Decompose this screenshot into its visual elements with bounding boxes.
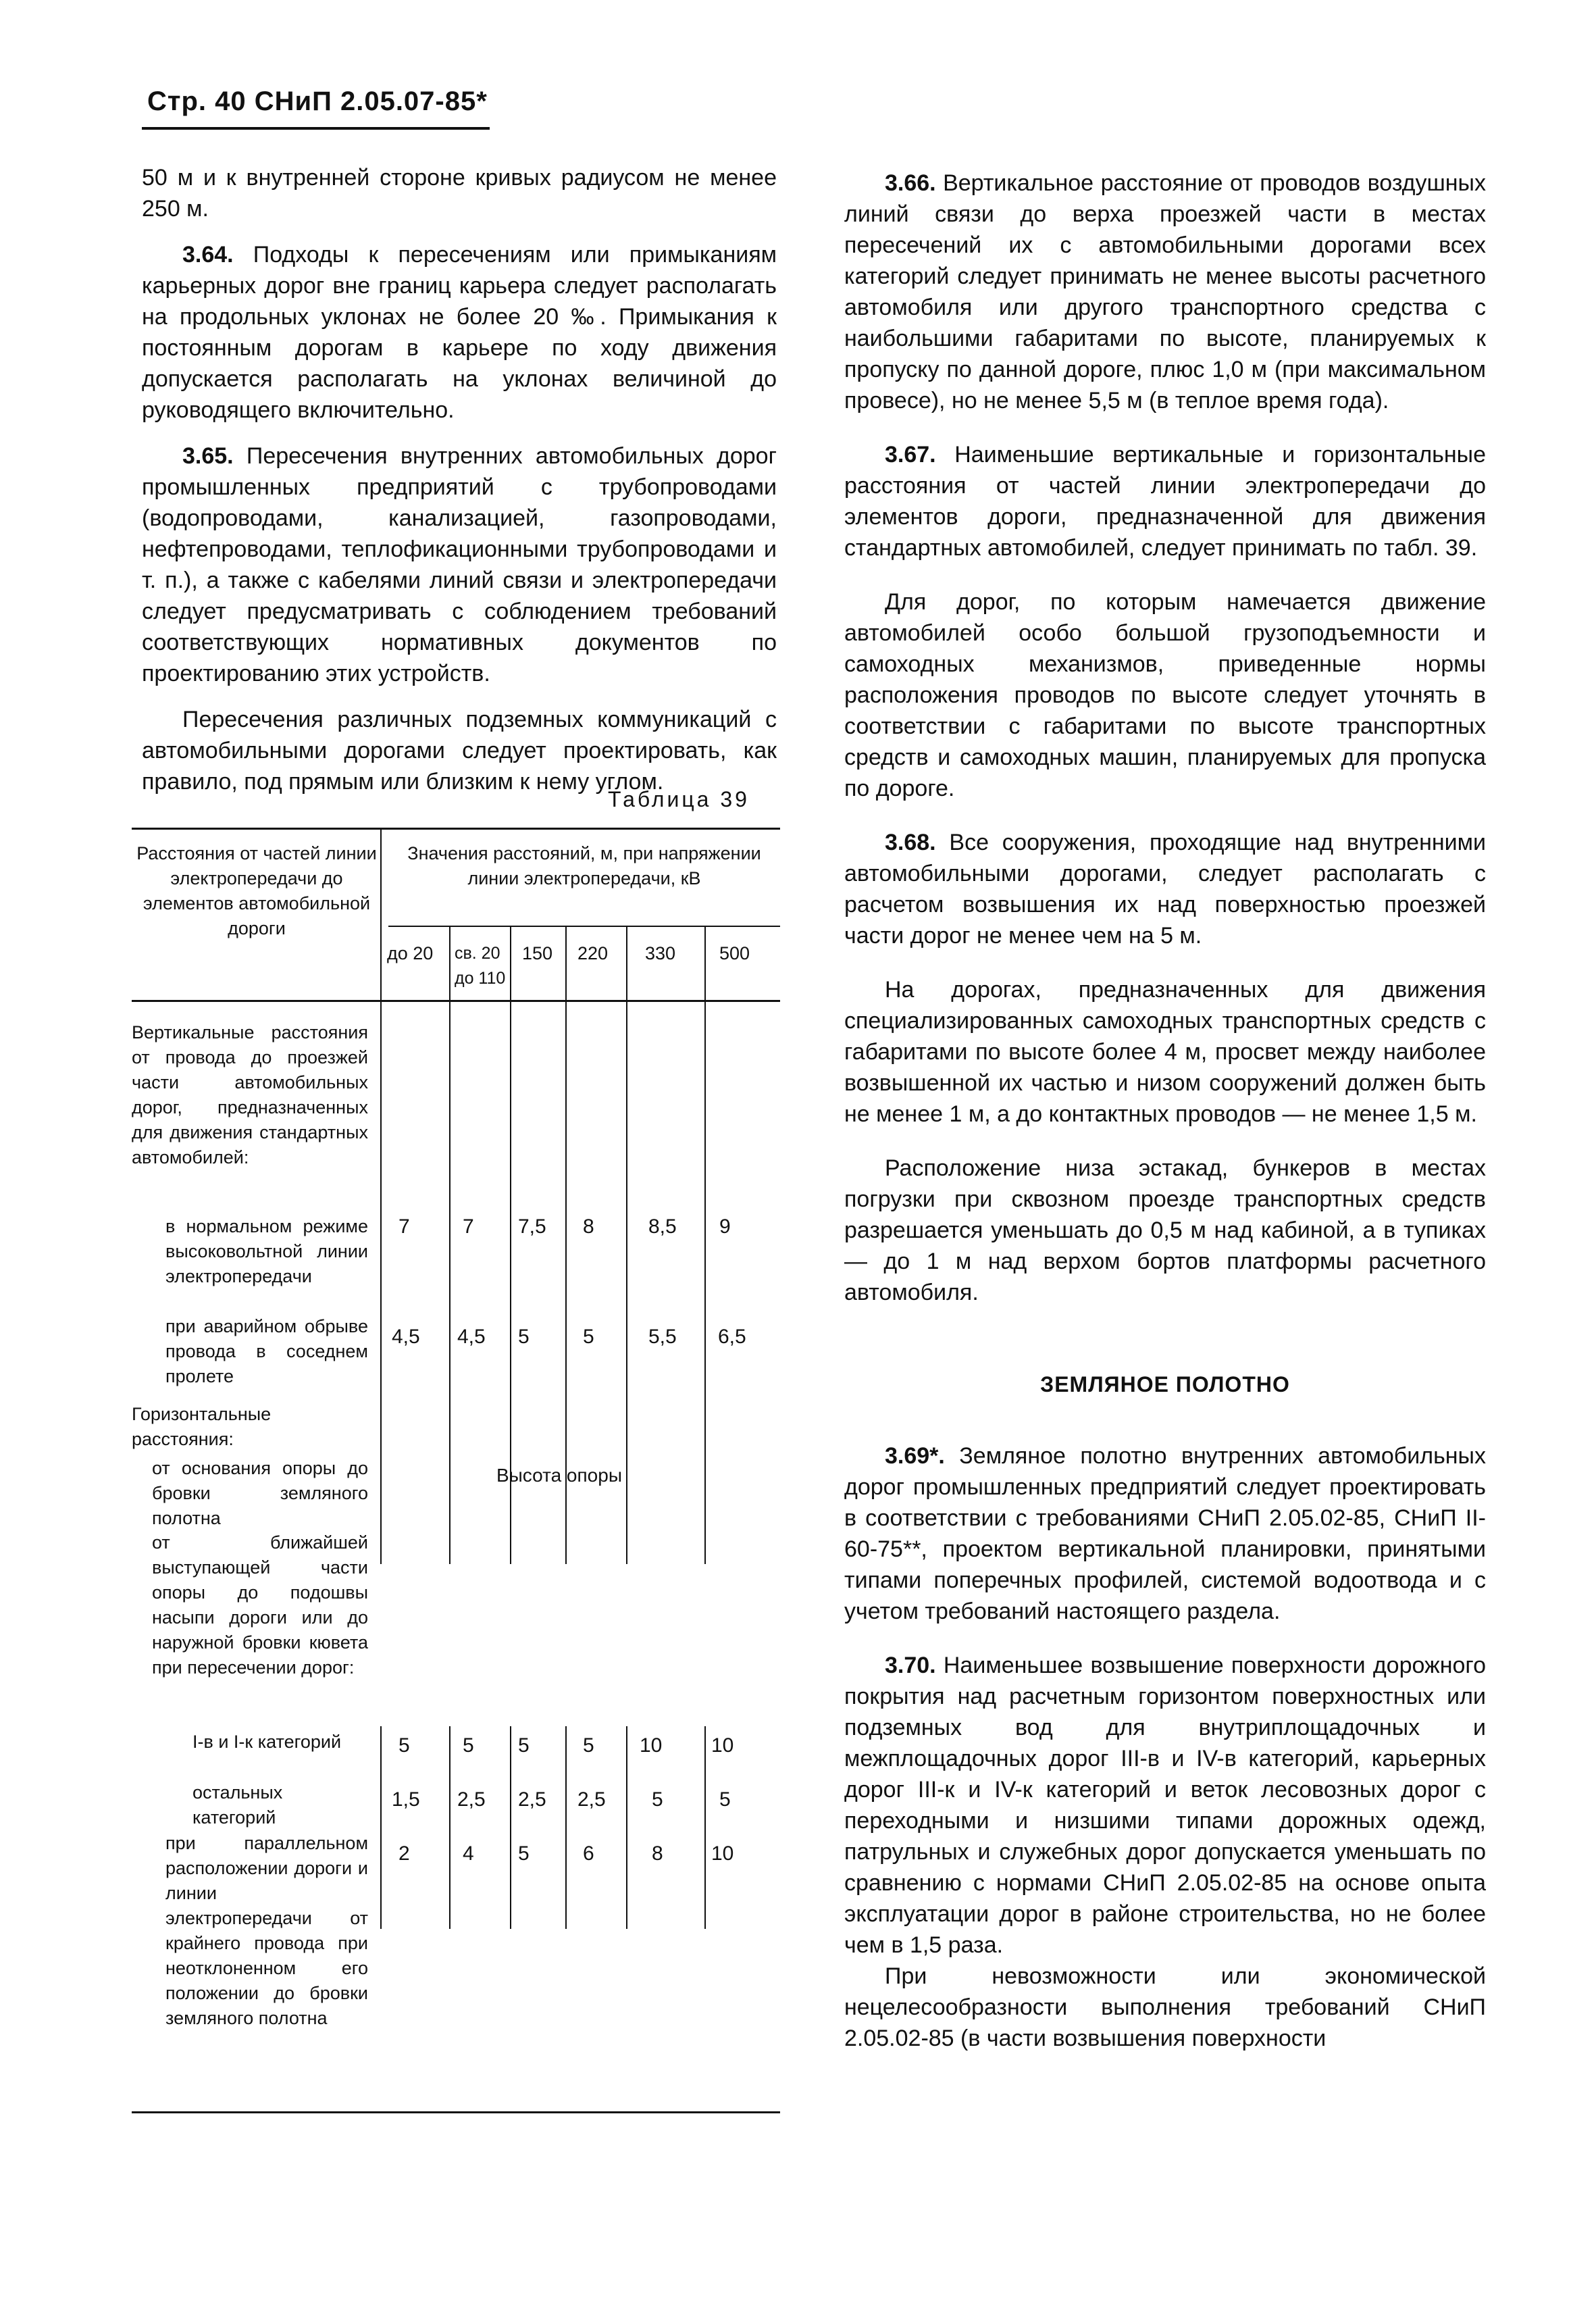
column-header: 220 xyxy=(577,943,609,963)
paragraph: 3.69*. Земляное полотно внутренних автомобильных дорог промышленных предприятий следует проектировать в соответствии с требованиями СНиП 2.05.02-85, СНиП II-60-75**, проектом вертикальной планировки, принятыми типами поперечных профилей, системой водоотвода и с учетом требований настоящего раздела. xyxy=(844,1443,1486,1624)
table-header-distances: Расстояния от частей линии электропередачи до элементов автомобильной дороги xyxy=(136,843,377,938)
table-row-label: Вертикальные расстояния от провода до проезжей части автомобильных дорог, предназначенных для движения стандартных автомобилей: xyxy=(132,1022,368,1167)
paragraph: 3.64. Подходы к пересечениям или примыканиям карьерных дорог вне границ карьера следует располагать на продольных уклонах не более 20 ‰. Примыкания к постоянным дорогам в карьере по ходу движения допускается располагать на уклонах величиной до руководящего включительно. xyxy=(142,242,777,423)
table-cell: 5 xyxy=(518,1734,530,1757)
table-cell: 5,5 xyxy=(648,1326,677,1348)
table-cell: 10 xyxy=(640,1734,663,1757)
table-header-values: Значения расстояний, м, при напряжении линии электропередачи, кВ xyxy=(407,843,761,888)
table-row-label: от ближайшей выступающей части опоры до подошвы насыпи дороги или до наружной бровки кювета при пересечении дорог: xyxy=(152,1532,368,1678)
table-cell: 2,5 xyxy=(457,1788,486,1811)
table-cell: 5 xyxy=(652,1788,663,1811)
paragraph: Для дорог, по которым намечается движение автомобилей особо большой грузоподъемности и самоходных механизмов, приведенные нормы расположения проводов по высоте следует уточнять в соответствии с габаритами по высоте транспортных средств и самоходных машин, планируемых для пропуска по дороге. xyxy=(844,589,1486,801)
table-cell-span: Высота опоры xyxy=(496,1465,622,1486)
left-column xyxy=(142,162,777,797)
table-cell: 4 xyxy=(463,1842,474,1865)
table-cell: 4,5 xyxy=(457,1326,486,1348)
table-cell: 5 xyxy=(583,1326,594,1348)
table-cell: 1,5 xyxy=(392,1788,420,1811)
table-cell: 5 xyxy=(398,1734,410,1757)
table-caption: Таблица 39 xyxy=(608,787,750,811)
table-cell: 4,5 xyxy=(392,1326,420,1348)
paragraph: 3.67. Наименьшие вертикальные и горизонтальные расстояния от частей линии электропередачи до элементов дороги, предназначенной для движения стандартных автомобилей, следует принимать по табл. 39. xyxy=(844,442,1486,561)
paragraph: При невозможности или экономической нецелесообразности выполнения требований СНиП 2.05.02-85 (в части возвышения поверхности xyxy=(844,1963,1486,2051)
table-cell: 2,5 xyxy=(518,1788,546,1811)
paragraph: Пересечения различных подземных коммуникаций с автомобильными дорогами следует проектировать, как правило, под прямым или близким к нему углом. xyxy=(142,707,777,795)
table-cell: 10 xyxy=(711,1734,734,1757)
table-row-label: при аварийном обрыве провода в соседнем пролете xyxy=(165,1316,368,1386)
paragraph: Расположение низа эстакад, бункеров в местах погрузки при сквозном проезде транспортных средств разрешается уменьшать до 0,5 м над кабиной, а в тупиках — до 1 м над верхом бортов платформы расчетного автомобиля. xyxy=(844,1155,1486,1305)
table-cell: 5 xyxy=(583,1734,594,1757)
table-cell: 2 xyxy=(398,1842,410,1865)
table-row-label: от основания опоры до бровки земляного полотна xyxy=(152,1458,368,1528)
column-header: до 20 xyxy=(387,943,434,963)
table-cell: 8 xyxy=(583,1215,594,1238)
table-cell: 7,5 xyxy=(518,1215,546,1238)
table-row-label: при параллельном расположении дороги и линии электропередачи от крайнего провода при неотклоненном его положении до бровки земляного полотна xyxy=(165,1833,368,2028)
table-cell: 5 xyxy=(518,1326,530,1348)
table-row-label: I-в и I-к категорий xyxy=(192,1732,342,1752)
paragraph: На дорогах, предназначенных для движения специализированных самоходных транспортных средств с габаритами по высоте более 4 м, просвет между наиболее возвышенной их частью и низом сооружений должен быть не менее 1 м, а до контактных проводов — не менее 1,5 м. xyxy=(844,977,1486,1127)
table-cell: 6,5 xyxy=(718,1326,746,1348)
table-cell: 2,5 xyxy=(577,1788,606,1811)
table-cell: 5 xyxy=(518,1842,530,1865)
column-header: 150 xyxy=(522,943,553,963)
table-row-label: Горизонтальные расстояния: xyxy=(132,1404,272,1449)
table-cell: 10 xyxy=(711,1842,734,1865)
table-cell: 5 xyxy=(719,1788,731,1811)
paragraph: 3.65. Пересечения внутренних автомобильных дорог промышленных предприятий с трубопроводами (водопроводами, канализацией, газопроводами, нефтепроводами, теплофикационными трубопроводами и т. п.), а также с кабелями линий связи и электропередачи следует предусматривать с соблюдением требований соответствующих нормативных документов по проектированию этих устройств. xyxy=(142,443,777,686)
table-cell: 9 xyxy=(719,1215,731,1238)
section-title: ЗЕМЛЯНОЕ ПОЛОТНО xyxy=(1040,1372,1290,1397)
right-column xyxy=(844,168,1486,2054)
paragraph: 3.66. Вертикальное расстояние от проводов воздушных линий связи до верха проезжей части в местах пересечений их с автомобильными дорогами всех категорий следует принимать не менее высоты расчетного автомобиля или другого транспортного средства с наибольшими габаритами по высоте, планируемых к пропуску по данной дороге, плюс 1,0 м (при максимальном провесе), но не менее 5,5 м (в теплое время года). xyxy=(844,170,1486,413)
page-header: Стр. 40 СНиП 2.05.07-85* xyxy=(147,86,488,116)
table-cell: 8,5 xyxy=(648,1215,677,1238)
table-39 xyxy=(132,828,780,2132)
column-header: св. 20 до 110 xyxy=(455,944,506,988)
table-cell: 8 xyxy=(652,1842,663,1865)
column-header: 500 xyxy=(719,943,750,963)
paragraph: 50 м и к внутренней стороне кривых радиусом не менее 250 м. xyxy=(142,165,777,222)
table-cell: 7 xyxy=(398,1215,410,1238)
table-row-label: остальных категорий xyxy=(192,1782,283,1828)
table-row-label: в нормальном режиме высоковольтной линии электропередачи xyxy=(165,1216,368,1286)
table-cell: 6 xyxy=(583,1842,594,1865)
table-cell: 5 xyxy=(463,1734,474,1757)
header-rule xyxy=(142,127,490,130)
paragraph: 3.70. Наименьшее возвышение поверхности дорожного покрытия над расчетным горизонтом поверхностных или подземных вод для внутриплощадочных и межплощадочных дорог III-в и IV-в категорий, карьерных дорог III-к и IV-к категорий и веток лесовозных дорог с переходными и низшими типами дорожных одежд, патрульных и служебных дорог допускается уменьшать по сравнению с нормами СНиП 2.05.02-85 на основе опыта эксплуатации дорог в районе строительства, но не более чем в 1,5 раза. xyxy=(844,1653,1486,1958)
paragraph: 3.68. Все сооружения, проходящие над внутренними автомобильными дорогами, следует располагать с расчетом возвышения их над поверхностью проезжей части дорог не менее чем на 5 м. xyxy=(844,830,1486,949)
table-cell: 7 xyxy=(463,1215,474,1238)
column-header: 330 xyxy=(645,943,676,963)
